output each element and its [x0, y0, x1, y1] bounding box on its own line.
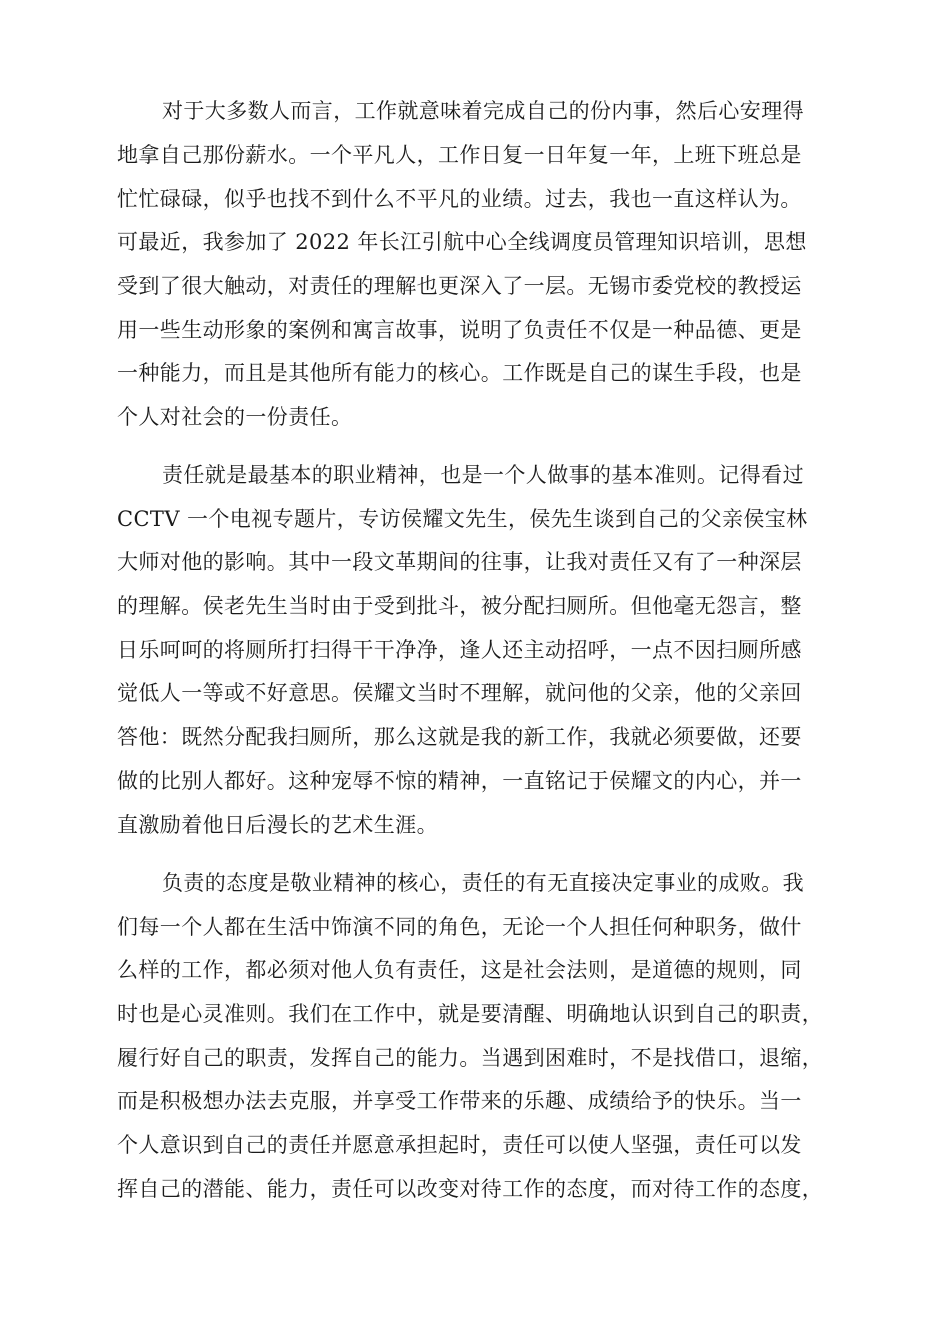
- paragraph-line: 对于大多数人而言，工作就意味着完成自己的份内事，然后心安理得: [162, 99, 804, 123]
- paragraph-line: 的理解。侯老先生当时由于受到批斗，被分配扫厕所。但他毫无怨言，整: [117, 594, 802, 618]
- paragraph-line: 受到了很大触动，对责任的理解也更深入了一层。无锡市委党校的教授运: [117, 274, 802, 298]
- paragraph-line: CCTV 一个电视专题片，专访侯耀文先生，侯先生谈到自己的父亲侯宝林: [117, 507, 808, 531]
- paragraph-line: 一种能力，而且是其他所有能力的核心。工作既是自己的谋生手段，也是: [117, 361, 802, 385]
- paragraph-line: 么样的工作，都必须对他人负有责任，这是社会法则，是道德的规则，同: [117, 958, 802, 982]
- paragraph-line: 时也是心灵准则。我们在工作中，就是要清醒、明确地认识到自己的职责，: [117, 1002, 824, 1026]
- paragraph-line: 个人对社会的一份责任。: [117, 405, 353, 429]
- paragraph-line: 答他：既然分配我扫厕所，那么这就是我的新工作，我就必须要做，还要: [117, 725, 802, 749]
- paragraph-line: 挥自己的潜能、能力，责任可以改变对待工作的态度，而对待工作的态度，: [117, 1177, 824, 1201]
- paragraph-line: 直激励着他日后漫长的艺术生涯。: [117, 813, 438, 837]
- paragraph-line: 忙忙碌碌，似乎也找不到什么不平凡的业绩。过去，我也一直这样认为。: [117, 187, 802, 211]
- paragraph-line: 履行好自己的职责，发挥自己的能力。当遇到困难时，不是找借口，退缩，: [117, 1046, 824, 1070]
- paragraph-line: 地拿自己那份薪水。一个平凡人，工作日复一日年复一年，上班下班总是: [117, 143, 802, 167]
- paragraph-line: 负责的态度是敬业精神的核心，责任的有无直接决定事业的成败。我: [162, 871, 804, 895]
- paragraph-line: 个人意识到自己的责任并愿意承担起时，责任可以使人坚强，责任可以发: [117, 1133, 802, 1157]
- paragraph-line: 而是积极想办法去克服，并享受工作带来的乐趣、成绩给予的快乐。当一: [117, 1089, 802, 1113]
- paragraph-line: 可最近，我参加了 2022 年长江引航中心全线调度员管理知识培训，思想: [117, 230, 807, 254]
- paragraph-line: 责任就是最基本的职业精神，也是一个人做事的基本准则。记得看过: [162, 463, 804, 487]
- paragraph-line: 做的比别人都好。这种宠辱不惊的精神，一直铭记于侯耀文的内心，并一: [117, 769, 802, 793]
- paragraph-line: 们每一个人都在生活中饰演不同的角色，无论一个人担任何种职务，做什: [117, 915, 802, 939]
- paragraph-line: 大师对他的影响。其中一段文革期间的往事，让我对责任又有了一种深层: [117, 550, 802, 574]
- paragraph-line: 日乐呵呵的将厕所打扫得干干净净，逢人还主动招呼，一点不因扫厕所感: [117, 638, 802, 662]
- paragraph-line: 用一些生动形象的案例和寓言故事，说明了负责任不仅是一种品德、更是: [117, 318, 802, 342]
- paragraph-line: 觉低人一等或不好意思。侯耀文当时不理解，就问他的父亲，他的父亲回: [117, 681, 802, 705]
